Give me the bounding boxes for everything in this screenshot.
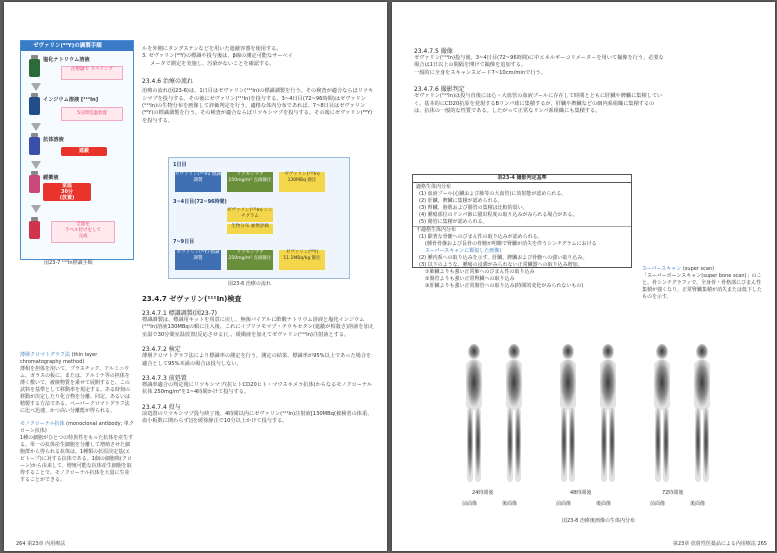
subsection-heading: 23.4.7.2 検定 bbox=[142, 346, 181, 354]
figure-23-7 bbox=[20, 40, 134, 260]
right-page bbox=[392, 2, 775, 551]
day-label: 3~4日目(72~96時間) bbox=[173, 199, 227, 205]
table-group: 不適格生体内分布 bbox=[413, 226, 631, 234]
arrow-icon bbox=[31, 205, 41, 213]
table-row: (1) 顕著な骨髄へのびまん性の取り込みが認められる。 bbox=[419, 234, 543, 240]
figure-label: 48時間後 bbox=[570, 490, 592, 496]
table-row: (2) 腫内系への取り込みを示す、肝臓、脾臓および骨髄への強い取り込み。 bbox=[419, 255, 588, 261]
sidebar-term-en: (monoclonal antibody; 単クローン抗体) bbox=[20, 421, 134, 434]
vial-icon bbox=[29, 137, 40, 155]
flow-box: リツキシマブ 250mg/m² 点滴静注 bbox=[227, 172, 273, 192]
sidebar-text: 薄相を担体を用いて、プラスチック、アルミニウム、ガラスの板に、または、アルミナ等の担体を薄く敷いて、被検物質を乗せて展開すると、この試料を基準として移動率を規定する。ある時刻の移動が決定したり化合物を分離、同定、あるいは精製する方法である。ペーパークロマトグラフ法に比べ迅速、かつ高い分離能が得られる。 bbox=[20, 366, 131, 414]
figure-label: 後面像 bbox=[502, 501, 518, 507]
sidebar-term: モノクローナル抗体 bbox=[20, 421, 65, 427]
flow-box: ゼヴァリン(¹¹¹In) 130MBq 静注 bbox=[279, 172, 325, 192]
flow-box: ゼヴァリン(¹¹¹In) 標識調製 bbox=[175, 172, 221, 192]
sidebar-term: 薄層クロマトグラフ法 bbox=[20, 352, 70, 358]
figure-label: 後面像 bbox=[690, 501, 706, 507]
page-footer: 264 第23章 内用療法 bbox=[16, 541, 66, 547]
subsection-heading: 23.4.7.5 撮像 bbox=[414, 48, 453, 55]
body-line: ルを外側にタングステンなどを用いた遮蔽容器を使用する。 bbox=[142, 46, 282, 52]
figure-label: 前面像 bbox=[556, 501, 572, 507]
flow-box: ゼヴァリン(⁹⁰Y) 11.1MBq/kg 静注 bbox=[279, 250, 325, 270]
section-23-4-7 bbox=[142, 294, 376, 426]
table-title: 表23-4 撮影判定基準 bbox=[413, 175, 631, 183]
table-row: (4) 腫瘍部位のリンパ節に描出程度の取り込みがみられる場合がある。 bbox=[419, 212, 578, 218]
step-label: 抗体溶液 bbox=[43, 137, 64, 143]
subsection-heading: 23.4.7.4 投与 bbox=[142, 403, 181, 411]
step-label: インジウム溶液 [¹¹¹In] bbox=[43, 97, 99, 103]
arrow-icon bbox=[31, 123, 41, 131]
subsection-heading: 23.4.7.3 前処置 bbox=[142, 375, 187, 383]
figure-23-6 bbox=[168, 157, 350, 279]
day-label: 1日目 bbox=[173, 162, 187, 168]
main-column bbox=[414, 46, 664, 115]
section-text: ゼヴァリン(¹¹¹In)は投与直後には心・大血管の血液プールに存在して時間とともに肝臓や脾臓に集積していく。基本的にCD20抗原を発現するBリンパ球に集積するが、肝臓や脾臓などの網内系組織に集積するのは、抗体の一般的な性質である。したがって正常なリンパ系組織にも集積する。 bbox=[414, 93, 663, 115]
arrow-icon bbox=[31, 83, 41, 91]
figure-title: ゼヴァリン(⁹⁰Y)の調製手順 bbox=[21, 41, 133, 51]
section-text: 薄層クロマトグラフ法により標識率の測定を行う。測定の結果、標識率が95%以上であった場合を適合として95%未満の場合は投与しない。 bbox=[142, 353, 372, 367]
sidebar-text: 「スーパーボーンスキャン(super bone scan)」のこと。骨シンチグラフィで、全身骨・骨格部にびまん性集積が強くなり、正常腎臓集積が消失または低下したものを示す。 bbox=[642, 273, 763, 300]
note-box: 全量を ラベル付けをして 完成 bbox=[51, 221, 115, 243]
main-column bbox=[142, 46, 374, 125]
sidebar-term-en: (super scan) bbox=[682, 266, 715, 272]
figure-label: 前面像 bbox=[650, 501, 666, 507]
sidebar bbox=[20, 352, 134, 484]
sidebar-term-en: (thin layer chromatography method) bbox=[20, 352, 98, 365]
arrow-icon bbox=[31, 161, 41, 169]
table-row: (2) 肝臓、脾臓に集積が認められる。 bbox=[419, 198, 503, 204]
sidebar bbox=[642, 266, 762, 301]
day-label: 7~9日目 bbox=[173, 239, 195, 245]
section-text: 前処置のリツキシマブ投与終了後、4時間以内にゼヴァリン(¹¹¹In)注射液[130MBq(被検者の体重、血小板数に関わらず)]を緩徐静注で10分以上かけて投与する。 bbox=[142, 410, 373, 425]
body-line: メータで測定を実施し、汚染がないことを確認する。 bbox=[150, 60, 275, 67]
note-box: 遮蔽 bbox=[61, 147, 107, 156]
body-line: 3. ゼヴァリン(⁹⁰Y)の標識や投与後は、β線の測定可能なサーベイ bbox=[142, 53, 293, 60]
vial-icon bbox=[29, 175, 40, 193]
table-row: (3) 腎臓、膀胱および腸管の集積は比較的弱い。 bbox=[419, 205, 528, 211]
sidebar-text: 1種の細胞がひとつの特異性をもった抗体を産生する。単一の抗体産生細胞を分離して増殖させた細胞群から得られる抗体は、1種類の抗原決定基(エピトープ)に対する抗体である。1個の細胞株(クローン)から由来して、増殖可能な抗体産生細胞を取得することで、モノクローナル抗体を大量に生産することができる。 bbox=[20, 435, 134, 483]
figure-caption: 図23-6 治療の流れ bbox=[228, 281, 271, 287]
section-text: 標識率適合の判定後にリツキシマブ(抗ヒトCD20ヒト・マウスキメラ抗体)からなるモノクローナル抗体 250mg/m²を1~4時間かけて投与する。 bbox=[142, 382, 373, 396]
subsection-heading: 23.4.7.6 撮影判定 bbox=[414, 86, 465, 94]
figure-23-8 bbox=[456, 338, 746, 514]
section-text: 治療の流れ(図23-6)は、1日目はゼヴァリン(¹¹¹In)の標識調製を行う。その検査が適合ならばリツキシマブを投与する。その後にゼヴァリン(¹¹¹In)を投与する。3~4日目(72~96時間)はゼヴァリン(¹¹¹In)の生物分布を画像して評価判定を行う。適格な体内分布であれば、7~8日目はゼヴァリン(⁹⁰Y)の標識調製を行う。その検査が適合ならばリツキシマブを投与する。その後にゼヴァリン(⁹⁰Y)を投与する。 bbox=[142, 88, 374, 124]
table-row: ①肺臓よりも強い正常肺へのびまん性の取り込み bbox=[425, 269, 535, 275]
sidebar-term: スーパースキャン bbox=[642, 266, 682, 272]
table-23-4 bbox=[412, 174, 632, 289]
table-row: (3) 以下のような、腫瘍の浸潤がみられない正常臓器への取り込み増加。 bbox=[419, 262, 583, 268]
flow-box: リツキシマブ 250mg/m² 点滴静注 bbox=[227, 250, 273, 270]
figure-caption: 図23-8 治療後画像の生体内分布 bbox=[562, 518, 635, 524]
note-box: 注射器で ラベリング bbox=[61, 66, 123, 80]
timer-box: 室温 30分 (放置) bbox=[43, 183, 91, 201]
section-heading: 23.4.6 治療の流れ bbox=[142, 78, 193, 86]
figure-label: 後面像 bbox=[596, 501, 612, 507]
flow-box: 生物分布 画像評価 bbox=[227, 224, 273, 234]
figure-label: 72時間後 bbox=[662, 490, 684, 496]
left-page bbox=[4, 2, 387, 551]
vial-icon bbox=[29, 221, 40, 239]
page-footer: 第23章 放射性医薬品による内用療法 265 bbox=[672, 541, 767, 547]
step-label: 塩化ナトリウム溶液 bbox=[43, 57, 90, 63]
figure-caption: 図23-7 ¹¹¹In標識手順 bbox=[44, 260, 93, 266]
section-text: 標識調製は、標識用キットを用意に戻し、無菌バイアルに酢酸ナトリウム溶液と塩化インジウム(¹¹¹In)溶液130MBqの順に注入後、これにイブリツモマブ・チウキセタン(遮蔽が相殺さ)溶液を加え室温で30分間室温放置(反応させる)し、緩衝液を加えてゼヴァリン(¹¹¹In)注射液とする。 bbox=[142, 317, 374, 338]
table-row: (腫骨骨盤および長骨の骨髄が明瞭で腎臓が消失を伴うシンチグラムにおける bbox=[425, 241, 597, 247]
table-group: 適格生体内分布 bbox=[416, 184, 452, 190]
vial-icon bbox=[29, 59, 40, 77]
subsection-heading: 23.4.7.1 標識調製(図23-7) bbox=[142, 310, 218, 317]
table-row: スーパースキャンに類似した画像) bbox=[425, 248, 502, 254]
figure-label: 前面像 bbox=[462, 501, 478, 507]
section-text: 一般的に全身をスキャンスピード7~10cm/minで行う。 bbox=[414, 69, 546, 76]
flow-box: ゼヴァリン(⁹⁰Y) 標識調製 bbox=[175, 250, 221, 270]
section-heading: 23.4.7 ゼヴァリン(¹¹¹In)検査 bbox=[142, 295, 242, 303]
figure-label: 24時間後 bbox=[472, 490, 494, 496]
flow-box: ゼヴァリン(¹¹¹In) シンチグラム bbox=[227, 208, 273, 222]
vial-icon bbox=[29, 97, 40, 115]
step-label: 緩衝液 bbox=[43, 175, 59, 181]
table-row: (1) 血液プール(心臓および肺等の大血管)に放射能が認められる。 bbox=[419, 191, 567, 197]
table-row: ③肝臓よりも強い正常腸管への取り込み(時間的変化がみられないもの) bbox=[425, 283, 584, 289]
scintigram-image bbox=[456, 338, 746, 514]
table-row: (5) 腸管に集積が認められる。 bbox=[419, 219, 488, 225]
section-text: ゼヴァリン(¹¹¹In)投与後、3~4日目(72~96時間)に中エネルギーコリメーターを用いて撮像を行う。必要な場合は1日以上の間隔を開けて撮像を追加する。 bbox=[414, 55, 664, 69]
note-box: 5分間室温放置 bbox=[61, 107, 123, 121]
table-row: ②腸管よりも強い正常腎臓への取り込み bbox=[425, 276, 515, 282]
